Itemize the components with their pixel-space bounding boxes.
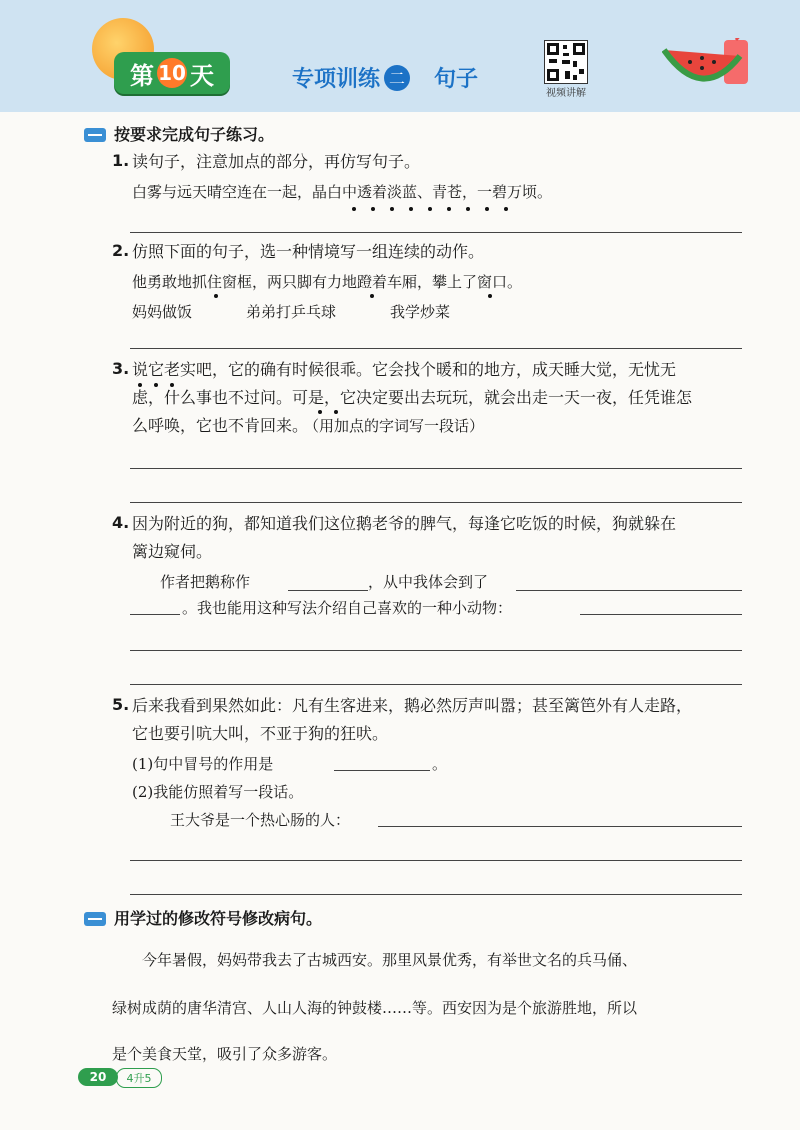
q4-fill-tail: 。我也能用这种写法介绍自己喜欢的一种小动物：: [182, 599, 513, 617]
q3-line: 虑，什么事也不过问。可是，它决定要出去玩玩，就会出走一天一夜，任凭谁怎: [132, 388, 693, 407]
q3-line: 么呼唤，它也不肯回来。: [132, 416, 309, 435]
q4-fill-lead: 作者把鹅称作: [160, 573, 251, 591]
q2-number: 2.: [112, 241, 130, 260]
emphasis-dot: [138, 383, 142, 387]
blank-line[interactable]: [334, 770, 430, 771]
q5-number: 5.: [112, 695, 130, 714]
topic-label: 专项训练: [292, 67, 381, 92]
q3-number: 3.: [112, 359, 130, 378]
answer-line[interactable]: [580, 614, 742, 615]
q5-sub1-end: 。: [432, 755, 448, 773]
q4-fill-mid: ，从中我体会到了: [368, 573, 489, 591]
day-prefix: 第: [130, 61, 154, 90]
blank-line[interactable]: [516, 590, 742, 591]
section2-title: 用学过的修改符号修改病句。: [114, 909, 323, 928]
emphasis-dot: [428, 207, 432, 211]
emphasis-dot: [504, 207, 508, 211]
section1-title: 按要求完成句子练习。: [114, 125, 275, 144]
day-number: 10: [157, 58, 187, 88]
answer-line[interactable]: [130, 650, 742, 651]
emphasis-dot: [170, 383, 174, 387]
q5-line: 它也要引吭大叫，不亚于狗的狂吠。: [132, 724, 389, 743]
day-suffix: 天: [190, 61, 214, 90]
q4-line: 因为附近的狗，都知道我们这位鹅老爷的脾气，每逢它吃饭的时候，狗就躲在: [132, 514, 677, 533]
q1-number: 1.: [112, 151, 130, 170]
blank-line[interactable]: [130, 614, 180, 615]
watermelon-icon: [662, 38, 758, 94]
q1-prompt: 读句子，注意加点的部分，再仿写句子。: [132, 152, 421, 171]
q3-note: （用加点的字词写一段话）: [304, 417, 485, 435]
q4-line: 篱边窥伺。: [132, 542, 213, 561]
emphasis-dot: [318, 410, 322, 414]
section2-line: 今年暑假，妈妈带我去了古城西安。那里风景优秀，有举世文名的兵马俑、: [142, 951, 638, 969]
q2-prompt: 仿照下面的句子，选一种情境写一组连续的动作。: [132, 242, 485, 261]
topic-number: 二: [384, 65, 410, 91]
q2-example: 他勇敢地抓住窗框，两只脚有力地蹬着车厢，攀上了窗口。: [132, 273, 523, 291]
section2-line: 绿树成荫的唐华清宫、人山人海的钟鼓楼……等。西安因为是个旅游胜地，所以: [112, 999, 638, 1017]
emphasis-dot: [214, 294, 218, 298]
emphasis-dot: [488, 294, 492, 298]
emphasis-dot: [334, 410, 338, 414]
emphasis-dot: [447, 207, 451, 211]
emphasis-dot: [485, 207, 489, 211]
qr-code-icon[interactable]: [544, 40, 588, 84]
day-badge: [114, 52, 230, 94]
section1-mark-icon: [84, 128, 106, 142]
emphasis-dot: [352, 207, 356, 211]
section2-mark-icon: [84, 912, 106, 926]
q5-sub1: (1)句中冒号的作用是: [132, 755, 274, 773]
answer-line[interactable]: [130, 894, 742, 895]
answer-line[interactable]: [130, 684, 742, 685]
answer-line[interactable]: [130, 348, 742, 349]
answer-line[interactable]: [130, 860, 742, 861]
q5-line: 后来我看到果然如此：凡有生客进来，鹅必然厉声叫嚣；甚至篱笆外有人走路，: [132, 696, 693, 715]
emphasis-dot: [409, 207, 413, 211]
q2-option: 妈妈做饭: [132, 303, 193, 321]
grade-badge: 4升5: [116, 1068, 162, 1088]
answer-line[interactable]: [378, 826, 742, 827]
blank-line[interactable]: [288, 590, 368, 591]
emphasis-dot: [390, 207, 394, 211]
emphasis-dot: [466, 207, 470, 211]
q2-option: 弟弟打乒乓球: [246, 303, 337, 321]
section2-line: 是个美食天堂，吸引了众多游客。: [112, 1045, 338, 1063]
answer-line[interactable]: [130, 502, 742, 503]
q3-line: 说它老实吧，它的确有时候很乖。它会找个暖和的地方，成天睡大觉，无忧无: [132, 360, 677, 379]
qr-label: 视频讲解: [546, 88, 586, 99]
q5-sub2: (2)我能仿照着写一段话。: [132, 783, 304, 801]
q2-option: 我学炒菜: [390, 303, 451, 321]
q5-sub2-lead: 王大爷是一个热心肠的人：: [170, 811, 351, 829]
q4-number: 4.: [112, 513, 130, 532]
answer-line[interactable]: [130, 232, 742, 233]
q1-example: 白雾与远天晴空连在一起，晶白中透着淡蓝、青苍，一碧万顷。: [132, 183, 553, 201]
emphasis-dot: [371, 207, 375, 211]
answer-line[interactable]: [130, 468, 742, 469]
emphasis-dot: [154, 383, 158, 387]
topic-subtitle: 句子: [434, 67, 479, 92]
page-number: 20: [78, 1068, 118, 1086]
emphasis-dot: [370, 294, 374, 298]
